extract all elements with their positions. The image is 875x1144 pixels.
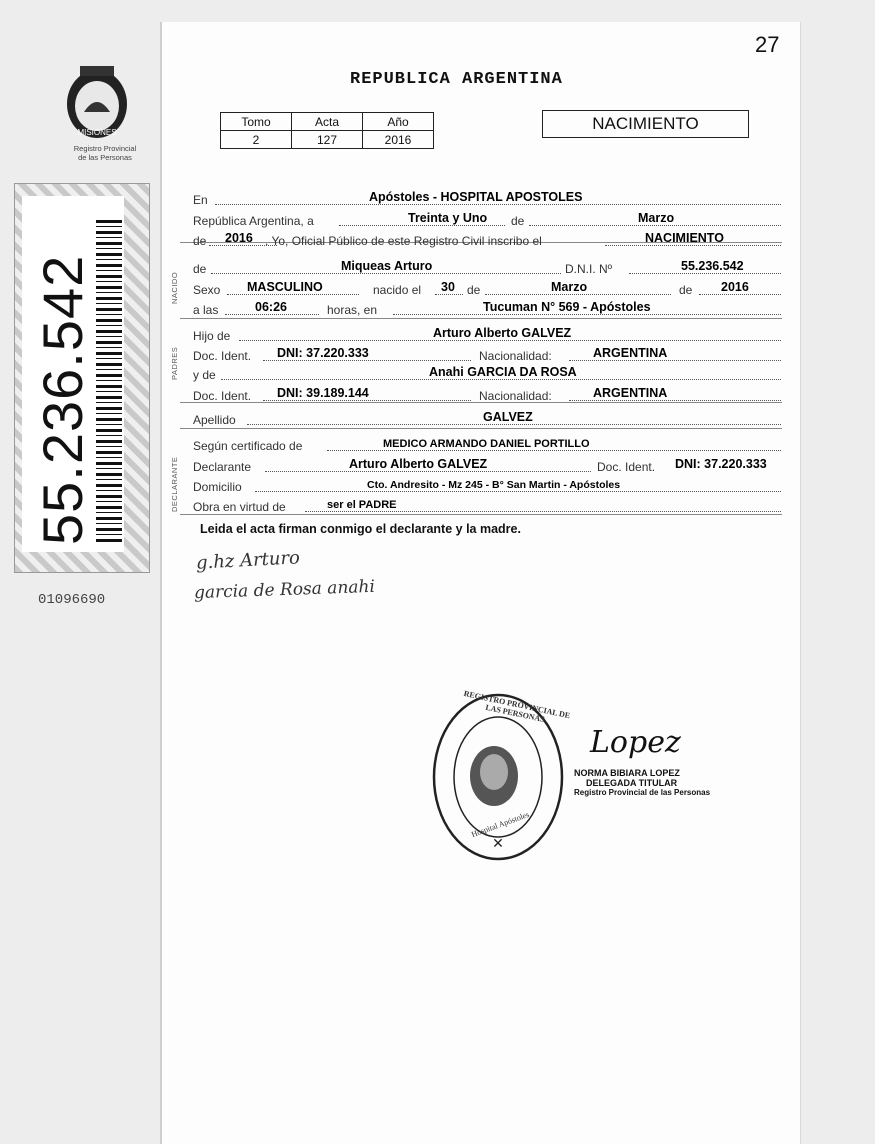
- declarant-doc-value: DNI: 37.220.333: [675, 457, 767, 471]
- dni-vertical-number: 55.236.542: [31, 254, 94, 545]
- document-type-box: NACIMIENTO: [542, 110, 749, 138]
- field-mother: y de Anahi GARCIA DA ROSA: [193, 365, 781, 383]
- registry-line-1: Registro Provincial: [73, 144, 137, 153]
- field-father-doc: Doc. Ident. DNI: 37.220.333 Nacionalidad: ARGENTINA: [193, 346, 781, 364]
- field-declarant: Declarante Arturo Alberto GALVEZ Doc. Ident. DNI: 37.220.333: [193, 457, 767, 474]
- father-doc-value: DNI: 37.220.333: [277, 346, 369, 360]
- serial-number: 01096690: [38, 592, 106, 608]
- officer-stamp: [574, 768, 710, 798]
- logo-text: MISIONES: [77, 128, 117, 137]
- tomo-header: Tomo: [221, 113, 292, 131]
- officer-signature: Lopez: [590, 725, 681, 760]
- registry-label: [50, 144, 160, 162]
- seal-text: REGISTRO PROVINCIAL DE LAS PERSONAS: [462, 688, 571, 725]
- field-time-place: a las 06:26 horas, en Tucuman N° 569 - Apóstoles: [193, 300, 781, 318]
- declarant-value: Arturo Alberto GALVEZ: [349, 457, 488, 471]
- section-label-nacido: NACIDO: [170, 271, 179, 304]
- field-year: de 2016 . Yo, Oficial Público de este Registro Civil inscribo el NACIMIENTO: [193, 231, 781, 249]
- field-certificate: Según certificado de MEDICO ARMANDO DANIEL PORTILLO: [193, 436, 781, 454]
- registry-line-2: de las Personas: [78, 153, 132, 162]
- birth-day-value: 30: [441, 280, 455, 294]
- field-place: En Apóstoles - HOSPITAL APOSTOLES: [193, 190, 781, 208]
- acta-header: Acta: [292, 113, 363, 131]
- field-father: Hijo de Arturo Alberto GALVEZ: [193, 326, 781, 344]
- dni-value: 55.236.542: [681, 259, 744, 273]
- section-label-padres: PADRES: [170, 346, 179, 380]
- field-by-virtue: Obra en virtud de ser el PADRE: [193, 497, 781, 515]
- closing-text: Leida el acta firman conmigo el declarante y la madre.: [200, 522, 521, 536]
- officer-name: NORMA BIBIARA LOPEZ: [574, 768, 680, 778]
- mother-doc-value: DNI: 39.189.144: [277, 386, 369, 400]
- birth-time-value: 06:26: [255, 300, 287, 314]
- officer-office: Registro Provincial de las Personas: [574, 788, 711, 797]
- seal-inner-text: Hospital Apóstoles: [470, 809, 531, 840]
- mother-nationality-value: ARGENTINA: [593, 386, 668, 400]
- surname-value: GALVEZ: [483, 410, 533, 424]
- day-value: Treinta y Uno: [408, 211, 488, 225]
- separator: [180, 428, 782, 429]
- birth-place-value: Tucuman N° 569 - Apóstoles: [483, 300, 651, 314]
- tomo-value: 2: [221, 131, 292, 149]
- field-mother-doc: Doc. Ident. DNI: 39.189.144 Nacionalidad: ARGENTINA: [193, 386, 781, 404]
- father-nationality-value: ARGENTINA: [593, 346, 668, 360]
- father-value: Arturo Alberto GALVEZ: [433, 326, 572, 340]
- field-surname: Apellido GALVEZ: [193, 410, 781, 428]
- mother-value: Anahi GARCIA DA ROSA: [429, 365, 577, 379]
- acta-value: 127: [292, 131, 363, 149]
- declarant-signature: g.hz Arturo: [195, 547, 301, 574]
- sex-value: MASCULINO: [247, 280, 323, 294]
- barcode: [96, 220, 122, 545]
- ano-header: Año: [363, 113, 434, 131]
- ano-value: 2016: [363, 131, 434, 149]
- name-value: Miqueas Arturo: [341, 259, 433, 273]
- field-name: de Miqueas Arturo D.N.I. Nº 55.236.542: [193, 259, 781, 277]
- month-value: Marzo: [638, 211, 675, 225]
- registry-table: [220, 112, 434, 149]
- separator: [180, 318, 782, 319]
- year-value: 2016: [225, 231, 253, 245]
- address-value: Cto. Andresito - Mz 245 - B° San Martin - Apóstoles: [367, 479, 621, 491]
- page-number: 27: [755, 32, 780, 57]
- certificate-value: MEDICO ARMANDO DANIEL PORTILLO: [383, 438, 590, 450]
- svg-text:✕: ✕: [492, 835, 504, 851]
- coat-of-arms-icon: [62, 62, 132, 144]
- field-address: Domicilio Cto. Andresito - Mz 245 - B° San Martin - Apóstoles: [193, 477, 781, 495]
- field-sex-birth: Sexo MASCULINO nacido el 30 de Marzo de 2016: [193, 280, 781, 298]
- officer-role: DELEGADA TITULAR: [586, 778, 678, 788]
- birth-year-value: 2016: [721, 280, 749, 294]
- section-label-declarante: DECLARANTE: [170, 456, 179, 512]
- document-title: REPUBLICA ARGENTINA: [350, 70, 563, 89]
- by-virtue-value: ser el PADRE: [327, 499, 397, 511]
- mother-signature: garcia de Rosa anahi: [193, 576, 376, 604]
- birth-month-value: Marzo: [551, 280, 588, 294]
- field-date: República Argentina, a Treinta y Uno de Marzo: [193, 211, 781, 229]
- act-type-value: NACIMIENTO: [645, 231, 724, 245]
- place-value: Apóstoles - HOSPITAL APOSTOLES: [369, 190, 583, 204]
